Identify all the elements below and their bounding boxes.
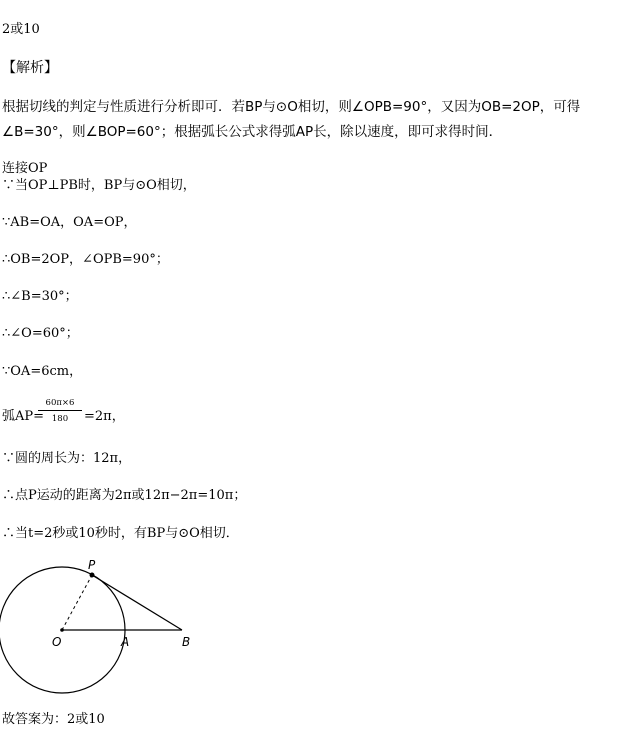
arc-result: =2π，	[84, 409, 125, 424]
label-o: O	[52, 635, 62, 649]
step-6: ∵OA=6cm，	[2, 364, 83, 379]
step-2: ∵AB=OA，OA=OP，	[2, 215, 137, 230]
step-7: ∵圆的周长为：12π，	[2, 451, 132, 466]
geometry-figure	[0, 555, 630, 705]
point-o	[60, 628, 64, 632]
segment-op	[62, 575, 92, 630]
fraction-bar	[38, 410, 82, 411]
intro-paragraph: 根据切线的判定与性质进行分析即可．若BP与⊙O相切，则∠OPB=90°，又因为OB=2OP，可得∠B=30°，则∠BOP=60°；根据弧长公式求得弧AP长，除以速度，即可求得时间．	[2, 99, 581, 140]
arc-denominator: 180	[51, 414, 69, 424]
step-9: ∴当t=2秒或10秒时，有BP与⊙O相切．	[2, 526, 239, 541]
top-answer: 2或10	[2, 22, 40, 37]
step-3: ∴OB=2OP，∠OPB=90°；	[2, 252, 169, 267]
step-8: ∴点P运动的距离为2π或12π−2π=10π；	[2, 488, 247, 503]
step-4: ∴∠B=30°；	[2, 289, 78, 304]
segment-pb	[92, 575, 182, 630]
section-title: 【解析】	[2, 60, 58, 76]
conclusion: 故答案为：2或10	[2, 712, 105, 727]
label-a: A	[121, 635, 130, 649]
step-5: ∴∠O=60°；	[2, 326, 79, 341]
step-1: ∵当OP⊥PB时，BP与⊙O相切，	[2, 178, 196, 193]
point-p	[90, 573, 95, 578]
connect-step: 连接OP	[2, 161, 48, 176]
arc-prefix: 弧AP=	[2, 409, 45, 424]
label-b: B	[182, 635, 191, 649]
label-p: P	[88, 558, 96, 572]
arc-numerator: 60π×6	[45, 398, 75, 408]
